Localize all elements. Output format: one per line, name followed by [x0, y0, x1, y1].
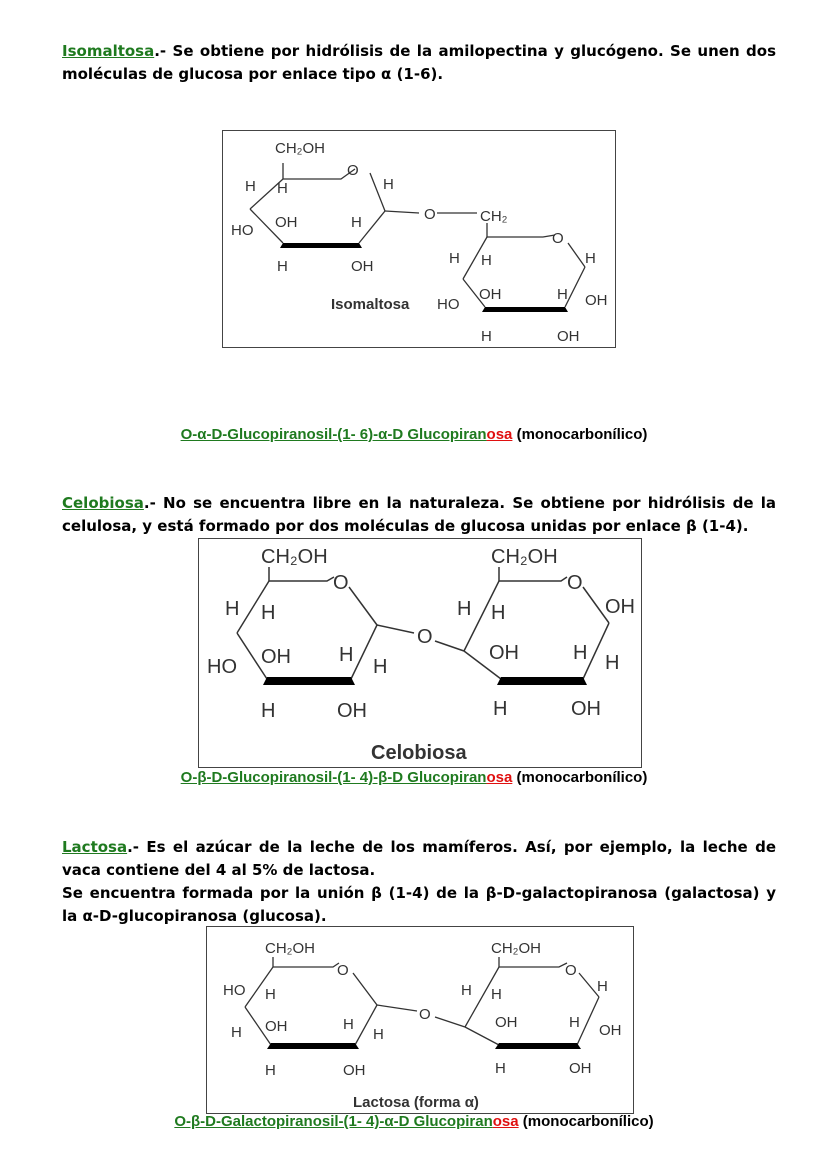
- lactosa-text-2: Se encuentra formada por la unión β (1-4) de la β-D-galactopiranosa (galactosa) y la α-D-glucopiranosa (glucosa).: [62, 884, 776, 925]
- celobiosa-name-red: osa: [486, 769, 513, 786]
- lactosa-h: H: [491, 986, 502, 1003]
- celobiosa-h: H: [457, 598, 472, 620]
- isomaltosa-h: H: [277, 258, 288, 275]
- lactosa-h: H: [495, 1060, 506, 1077]
- celobiosa-paragraph: [62, 492, 776, 538]
- celobiosa-oh: OH: [337, 700, 367, 722]
- celobiosa-h: H: [605, 652, 620, 674]
- isomaltosa-paragraph: [62, 40, 776, 86]
- lactosa-name-red: osa: [492, 1113, 519, 1130]
- isomaltosa-name-green: O-α-D-Glucopiranosil-(1- 6)-α-D Glucopiran: [180, 426, 487, 443]
- celobiosa-figure: [198, 538, 642, 768]
- lactosa-o-bridge: O: [419, 1006, 431, 1023]
- celobiosa-name-green: O-β-D-Glucopiranosil-(1- 4)-β-D Glucopiran: [180, 769, 487, 786]
- lactosa-oh: OH: [495, 1014, 518, 1031]
- celobiosa-term: Celobiosa: [62, 494, 144, 512]
- lactosa-h: H: [265, 986, 276, 1003]
- lactosa-name-type: (monocarbonílico): [518, 1113, 654, 1130]
- lactosa-term: Lactosa: [62, 838, 128, 856]
- isomaltosa-o-ring-2: O: [552, 230, 564, 247]
- celobiosa-oh: OH: [571, 698, 601, 720]
- celobiosa-ch2oh-2: CH₂OH: [491, 546, 558, 568]
- lactosa-ch2oh-1: CH₂OH: [265, 940, 315, 957]
- lactosa-o-ring-1: O: [337, 962, 349, 979]
- isomaltosa-figure: [222, 130, 616, 348]
- celobiosa-h: H: [225, 598, 240, 620]
- isomaltosa-h: H: [557, 286, 568, 303]
- isomaltosa-h: H: [585, 250, 596, 267]
- lactosa-oh: OH: [265, 1018, 288, 1035]
- celobiosa-name-type: (monocarbonílico): [512, 769, 648, 786]
- isomaltosa-h: H: [449, 250, 460, 267]
- isomaltosa-term: Isomaltosa: [62, 42, 155, 60]
- lactosa-ch2oh-2: CH₂OH: [491, 940, 541, 957]
- lactosa-figure: [206, 926, 634, 1114]
- lactosa-text: .- Es el azúcar de la leche de los mamíferos. Así, por ejemplo, la leche de vaca contiene del 4 al 5% de lactosa.: [62, 838, 776, 879]
- celobiosa-o-ring-1: O: [333, 572, 349, 594]
- isomaltosa-oh: OH: [557, 328, 580, 345]
- isomaltosa-text: .- Se obtiene por hidrólisis de la amilopectina y glucógeno. Se unen dos moléculas de glucosa por enlace tipo α (1-6).: [62, 42, 776, 83]
- celobiosa-o-bridge: O: [417, 626, 433, 648]
- lactosa-h: H: [461, 982, 472, 999]
- isomaltosa-h: H: [245, 178, 256, 195]
- lactosa-oh: OH: [599, 1022, 622, 1039]
- celobiosa-ho: HO: [207, 656, 237, 678]
- lactosa-oh: OH: [343, 1062, 366, 1079]
- isomaltosa-oh: OH: [275, 214, 298, 231]
- isomaltosa-name-red: osa: [486, 426, 513, 443]
- isomaltosa-h: H: [351, 214, 362, 231]
- isomaltosa-h: H: [481, 252, 492, 269]
- lactosa-h: H: [265, 1062, 276, 1079]
- lactosa-name-green: O-β-D-Galactopiranosil-(1- 4)-α-D Glucopiran: [174, 1113, 493, 1130]
- celobiosa-h: H: [261, 700, 276, 722]
- isomaltosa-h: H: [277, 180, 288, 197]
- isomaltosa-o-ring-1: O: [347, 162, 359, 179]
- celobiosa-oh: OH: [261, 646, 291, 668]
- isomaltosa-oh: OH: [351, 258, 374, 275]
- isomaltosa-structure: [223, 131, 615, 347]
- celobiosa-ch2oh-1: CH₂OH: [261, 546, 328, 568]
- celobiosa-h: H: [373, 656, 388, 678]
- lactosa-paragraph: [62, 836, 776, 928]
- celobiosa-h: H: [573, 642, 588, 664]
- isomaltosa-h: H: [481, 328, 492, 345]
- isomaltosa-o-bridge: O: [424, 206, 436, 223]
- isomaltosa-ho: HO: [231, 222, 254, 239]
- lactosa-h: H: [569, 1014, 580, 1031]
- lactosa-ho: HO: [223, 982, 246, 999]
- celobiosa-oh: OH: [489, 642, 519, 664]
- isomaltosa-ch2oh-1: CH₂OH: [275, 140, 325, 157]
- lactosa-figure-label: Lactosa (forma α): [353, 1094, 479, 1111]
- isomaltosa-figure-label: Isomaltosa: [331, 296, 410, 313]
- celobiosa-h: H: [261, 602, 276, 624]
- lactosa-o-ring-2: O: [565, 962, 577, 979]
- lactosa-h: H: [231, 1024, 242, 1041]
- isomaltosa-ch2: CH₂: [480, 208, 508, 225]
- lactosa-oh: OH: [569, 1060, 592, 1077]
- celobiosa-name: [0, 769, 828, 786]
- celobiosa-o-ring-2: O: [567, 572, 583, 594]
- celobiosa-h: H: [491, 602, 506, 624]
- isomaltosa-oh: OH: [585, 292, 608, 309]
- lactosa-h: H: [597, 978, 608, 995]
- celobiosa-text: .- No se encuentra libre en la naturaleza. Se obtiene por hidrólisis de la celulosa, y está formado por dos moléculas de glucosa unidas por enlace β (1-4).: [62, 494, 776, 535]
- celobiosa-figure-label: Celobiosa: [371, 742, 467, 764]
- lactosa-name: [0, 1113, 828, 1130]
- isomaltosa-name: [0, 426, 828, 443]
- lactosa-h: H: [373, 1026, 384, 1043]
- lactosa-structure: [207, 927, 633, 1113]
- celobiosa-structure: [199, 539, 641, 767]
- celobiosa-h: H: [493, 698, 508, 720]
- lactosa-h: H: [343, 1016, 354, 1033]
- isomaltosa-oh: OH: [479, 286, 502, 303]
- isomaltosa-h: H: [383, 176, 394, 193]
- celobiosa-oh: OH: [605, 596, 635, 618]
- isomaltosa-ho: HO: [437, 296, 460, 313]
- celobiosa-h: H: [339, 644, 354, 666]
- isomaltosa-name-type: (monocarbonílico): [512, 426, 648, 443]
